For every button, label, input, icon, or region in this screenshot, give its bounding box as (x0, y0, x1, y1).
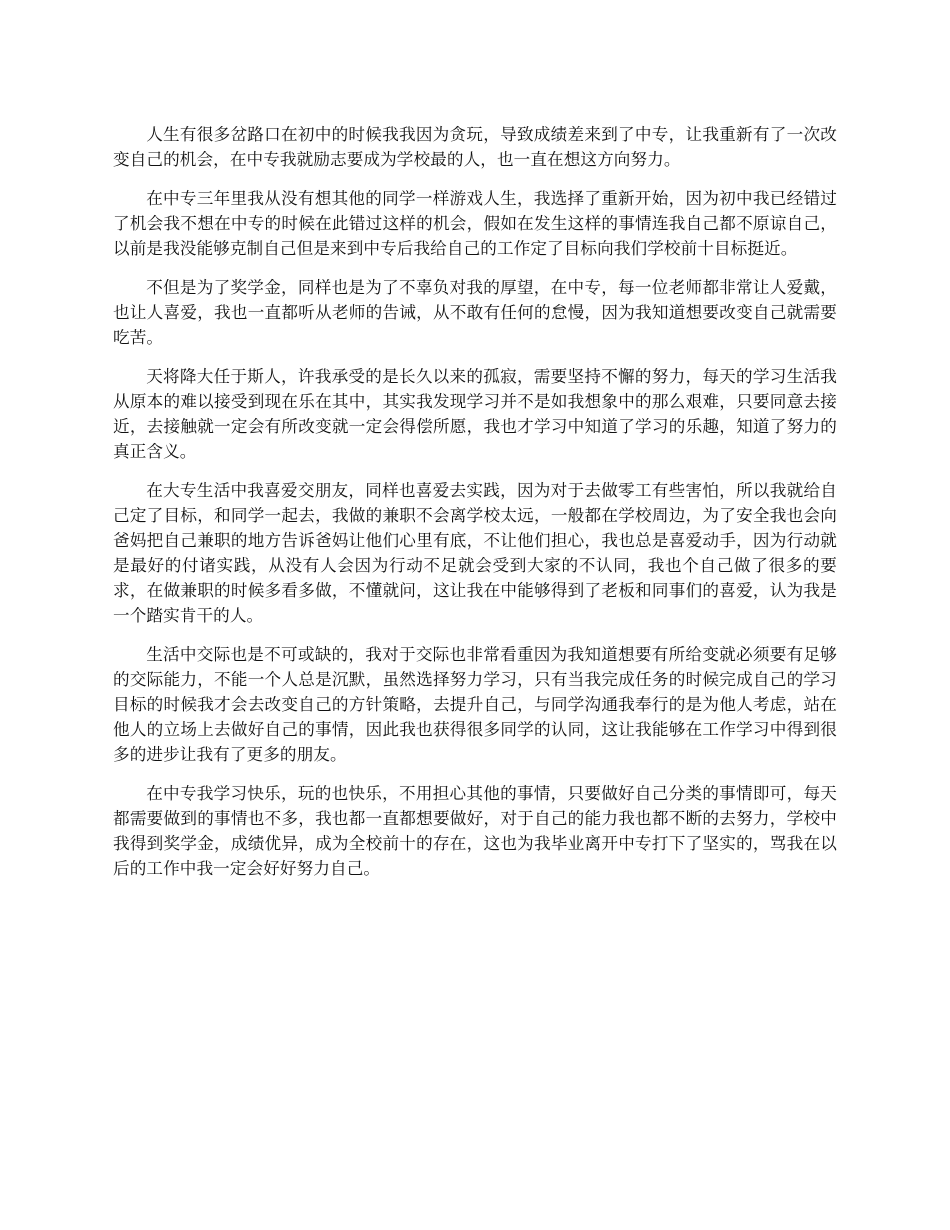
paragraph-7: 在中专我学习快乐，玩的也快乐，不用担心其他的事情，只要做好自己分类的事情即可，每天都需要做到的事情也不多，我也都一直都想要做好，对于自己的能力我也都不断的去努力，学校中我得到奖学金，成绩优异，成为全校前十的存在，这也为我毕业离开中专打下了坚实的，骂我在以后的工作中我一定会好好努力自己。 (113, 784, 837, 878)
paragraph-4: 天将降大任于斯人，许我承受的是长久以来的孤寂，需要坚持不懈的努力，每天的学习生活我从原本的难以接受到现在乐在其中，其实我发现学习并不是如我想象中的那么艰难，只要同意去接近，去接触就一定会有所改变就一定会得偿所愿，我也才学习中知道了学习的乐趣，知道了努力的真正含义。 (113, 367, 837, 461)
paragraph-3: 不但是为了奖学金，同样也是为了不辜负对我的厚望，在中专，每一位老师都非常让人爱戴，也让人喜爱，我也一直都听从老师的告诫，从不敢有任何的怠慢，因为我知道想要改变自己就需要吃苦。 (113, 278, 837, 347)
paragraph-1: 人生有很多岔路口在初中的时候我我因为贪玩，导致成绩差来到了中专，让我重新有了一次改变自己的机会，在中专我就励志要成为学校最的人，也一直在想这方向努力。 (113, 125, 837, 169)
document-body (113, 122, 837, 895)
paragraph-5: 在大专生活中我喜爱交朋友，同样也喜爱去实践，因为对于去做零工有些害怕，所以我就给自己定了目标，和同学一起去，我做的兼职不会离学校太远，一般都在学校周边，为了安全我也会向爸妈把自己兼职的地方告诉爸妈让他们心里有底，不让他们担心，我也总是喜爱动手，因为行动就是最好的付诸实践，从没有人会因为行动不足就会受到大家的不认同，我也个自己做了很多的要求，在做兼职的时候多看多做，不懂就问，这让我在中能够得到了老板和同事们的喜爱，认为我是一个踏实肯干的人。 (113, 481, 837, 625)
paragraph-2: 在中专三年里我从没有想其他的同学一样游戏人生，我选择了重新开始，因为初中我已经错过了机会我不想在中专的时候在此错过这样的机会，假如在发生这样的事情连我自己都不原谅自己，以前是我没能够克制自己但是来到中专后我给自己的工作定了目标向我们学校前十目标挺近。 (113, 189, 837, 258)
paragraph-6: 生活中交际也是不可或缺的，我对于交际也非常看重因为我知道想要有所给变就必须要有足够的交际能力，不能一个人总是沉默，虽然选择努力学习，只有当我完成任务的时候完成自己的学习目标的时候我才会去改变自己的方针策略，去提升自己，与同学沟通我奉行的是为他人考虑，站在他人的立场上去做好自己的事情，因此我也获得很多同学的认同，这让我能够在工作学习中得到很多的进步让我有了更多的朋友。 (113, 645, 837, 764)
